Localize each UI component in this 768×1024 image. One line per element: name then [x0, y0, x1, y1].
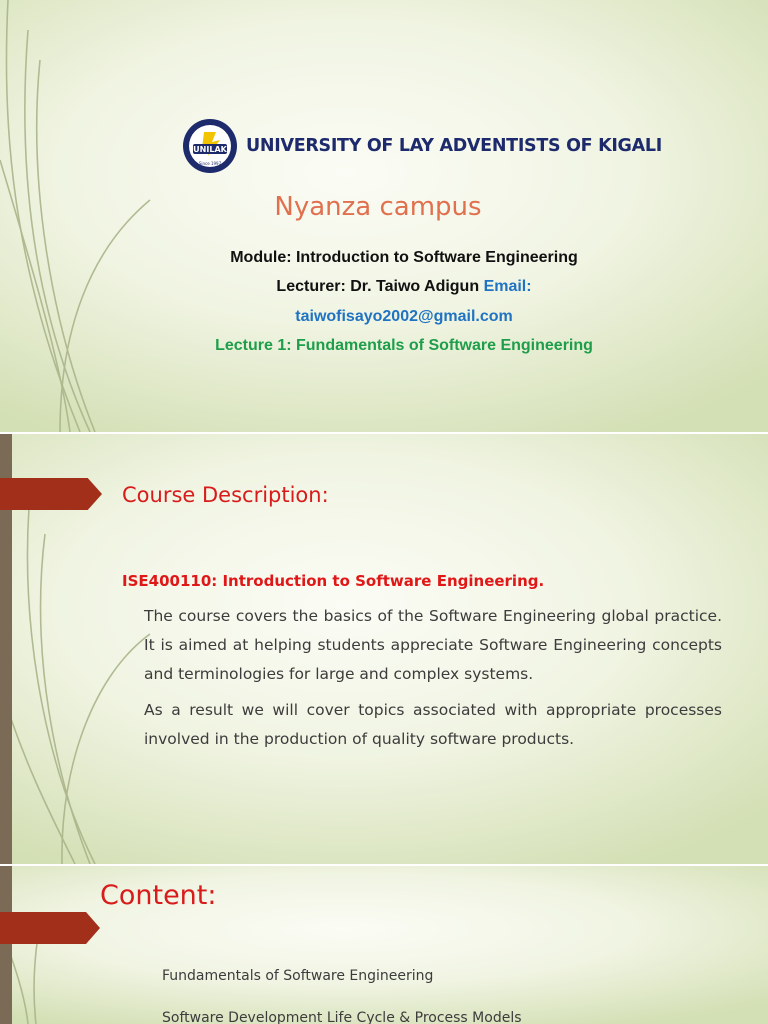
- content-heading: Content:: [100, 880, 217, 911]
- lecture-title: Lecture 1: Fundamentals of Software Engineering: [215, 337, 593, 354]
- content-list: [140, 961, 522, 1024]
- lecturer-name: Lecturer: Dr. Taiwo Adigun: [276, 278, 480, 295]
- course-code-title: ISE400110: Introduction to Software Engineering.: [122, 572, 545, 590]
- email-link[interactable]: taiwofisayo2002@gmail.com: [295, 308, 513, 325]
- university-seal-icon: [182, 118, 238, 174]
- university-logo: [182, 118, 662, 174]
- slide-sidebar-bar: [0, 866, 12, 1024]
- list-item: As a result we will cover topics associated with appropriate processes involved in the production of quality software products.: [144, 701, 722, 748]
- content-slide: [0, 866, 768, 1024]
- seal-acronym: UNILAK: [193, 145, 227, 154]
- lecturer-line: [0, 278, 768, 296]
- campus-title: Nyanza campus: [274, 192, 482, 222]
- heading-arrow-marker: [0, 478, 102, 510]
- university-name: UNIVERSITY OF LAY ADVENTISTS OF KIGALI: [246, 136, 662, 156]
- list-item: The course covers the basics of the Software Engineering global practice. It is aimed at helping students appreciate Software Engineering concepts and terminologies for large and complex systems.: [144, 607, 722, 683]
- email-label: Email:: [483, 278, 532, 295]
- course-description-list: [122, 602, 722, 761]
- course-description-heading: Course Description:: [122, 483, 329, 507]
- list-item: Software Development Life Cycle & Process Models: [162, 1010, 522, 1024]
- module-line: Module: Introduction to Software Engineering: [230, 249, 578, 266]
- seal-year: Since 1997: [198, 161, 222, 166]
- course-description-slide: [0, 434, 768, 864]
- list-item: Fundamentals of Software Engineering: [162, 968, 434, 984]
- title-slide: [0, 0, 768, 432]
- heading-arrow-marker: [0, 912, 100, 944]
